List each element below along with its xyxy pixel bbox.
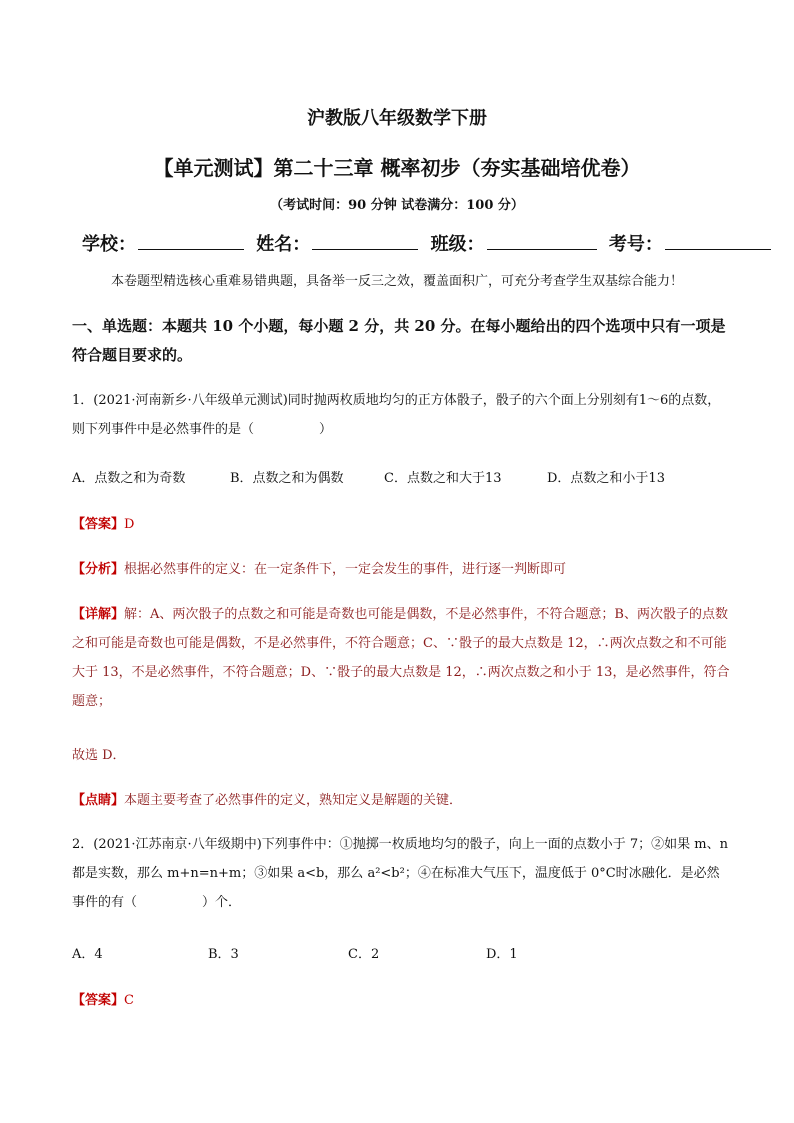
question-2-options xyxy=(72,943,732,963)
comment-tag: 【点睛】 xyxy=(72,793,125,808)
q2-answer xyxy=(72,989,134,1008)
exam-title: 【单元测试】第二十三章 概率初步（夯实基础培优卷） xyxy=(153,156,641,180)
q2-option-d: D．1 xyxy=(486,947,518,962)
analysis-text: 根据必然事件的定义：在一定条件下，一定会发生的事件，进行逐一判断即可 xyxy=(124,562,567,577)
book-title: 沪教版八年级数学下册 xyxy=(307,108,487,129)
exam-number-blank[interactable] xyxy=(665,231,771,250)
answer-tag: 【答案】 xyxy=(72,993,125,1008)
class-blank[interactable] xyxy=(487,231,597,250)
name-label: 姓名： xyxy=(256,234,311,255)
question-2-text: 2．(2021·江苏南京·八年级期中)下列事件中：①抛掷一枚质地均匀的骰子，向上一面的点数小于 7；②如果 m、n 都是实数，那么 m+n=n+m；③如果 a<b，那么 a²<b²；④在标准大气压下，温度低于 0°C时冰融化．是必然事件的有（ ）个． xyxy=(72,837,728,910)
q1-detail xyxy=(72,600,732,716)
q1-comment xyxy=(72,789,462,808)
q1-analysis xyxy=(72,558,566,577)
comment-text: 本题主要考查了必然事件的定义，熟知定义是解题的关键． xyxy=(124,793,463,808)
q2-option-a: A．4 xyxy=(72,947,103,962)
q1-answer xyxy=(72,513,134,532)
q1-option-d: D．点数之和小于13 xyxy=(547,471,665,486)
q2-option-b: B．3 xyxy=(208,947,239,962)
name-blank[interactable] xyxy=(312,231,418,250)
question-1-text: 1．(2021·河南新乡·八年级单元测试)同时抛两枚质地均匀的正方体骰子，骰子的六个面上分别刻有1～6的点数，则下列事件中是必然事件的是（ ） xyxy=(72,393,721,437)
answer-value: C xyxy=(124,993,134,1008)
q1-option-b: B．点数之和为偶数 xyxy=(230,471,344,486)
section-heading: 一、单选题：本题共 10 个小题，每小题 2 分，共 20 分。在每小题给出的四个选项中只有一项是符合题目要求的。 xyxy=(72,317,726,364)
answer-tag: 【答案】 xyxy=(72,517,125,532)
question-1-options xyxy=(72,467,732,487)
school-blank[interactable] xyxy=(138,231,244,250)
detail-tag: 【详解】 xyxy=(72,607,125,622)
school-label: 学校： xyxy=(82,234,136,255)
q2-option-c: C．2 xyxy=(348,947,380,962)
q1-conclusion: 故选 D． xyxy=(72,748,126,763)
exam-number-label: 考号： xyxy=(608,234,663,255)
q1-option-a: A．点数之和为奇数 xyxy=(72,471,186,486)
q1-option-c: C．点数之和大于13 xyxy=(384,471,502,486)
answer-value: D xyxy=(124,517,135,532)
detail-text: 解：A、两次骰子的点数之和可能是奇数也可能是偶数，不是必然事件，不符合题意；B、两次骰子的点数之和可能是奇数也可能是偶数，不是必然事件，不符合题意；C、∵骰子的最大点数是 12，∴两次点数之和不可能大于 13，不是必然事件，不符合题意；D、∵骰子的最大点数是 12，∴两次点数之和小于 13，是必然事件，符合题意； xyxy=(72,607,730,709)
intro-text: 本卷题型精选核心重难易错典题，具备举一反三之效，覆盖面积广，可充分考查学生双基综合能力！ xyxy=(110,274,683,289)
student-info-fields xyxy=(82,230,777,256)
analysis-tag: 【分析】 xyxy=(72,562,125,577)
exam-info: （考试时间：90 分钟 试卷满分：100 分） xyxy=(270,198,524,213)
class-label: 班级： xyxy=(430,234,485,255)
